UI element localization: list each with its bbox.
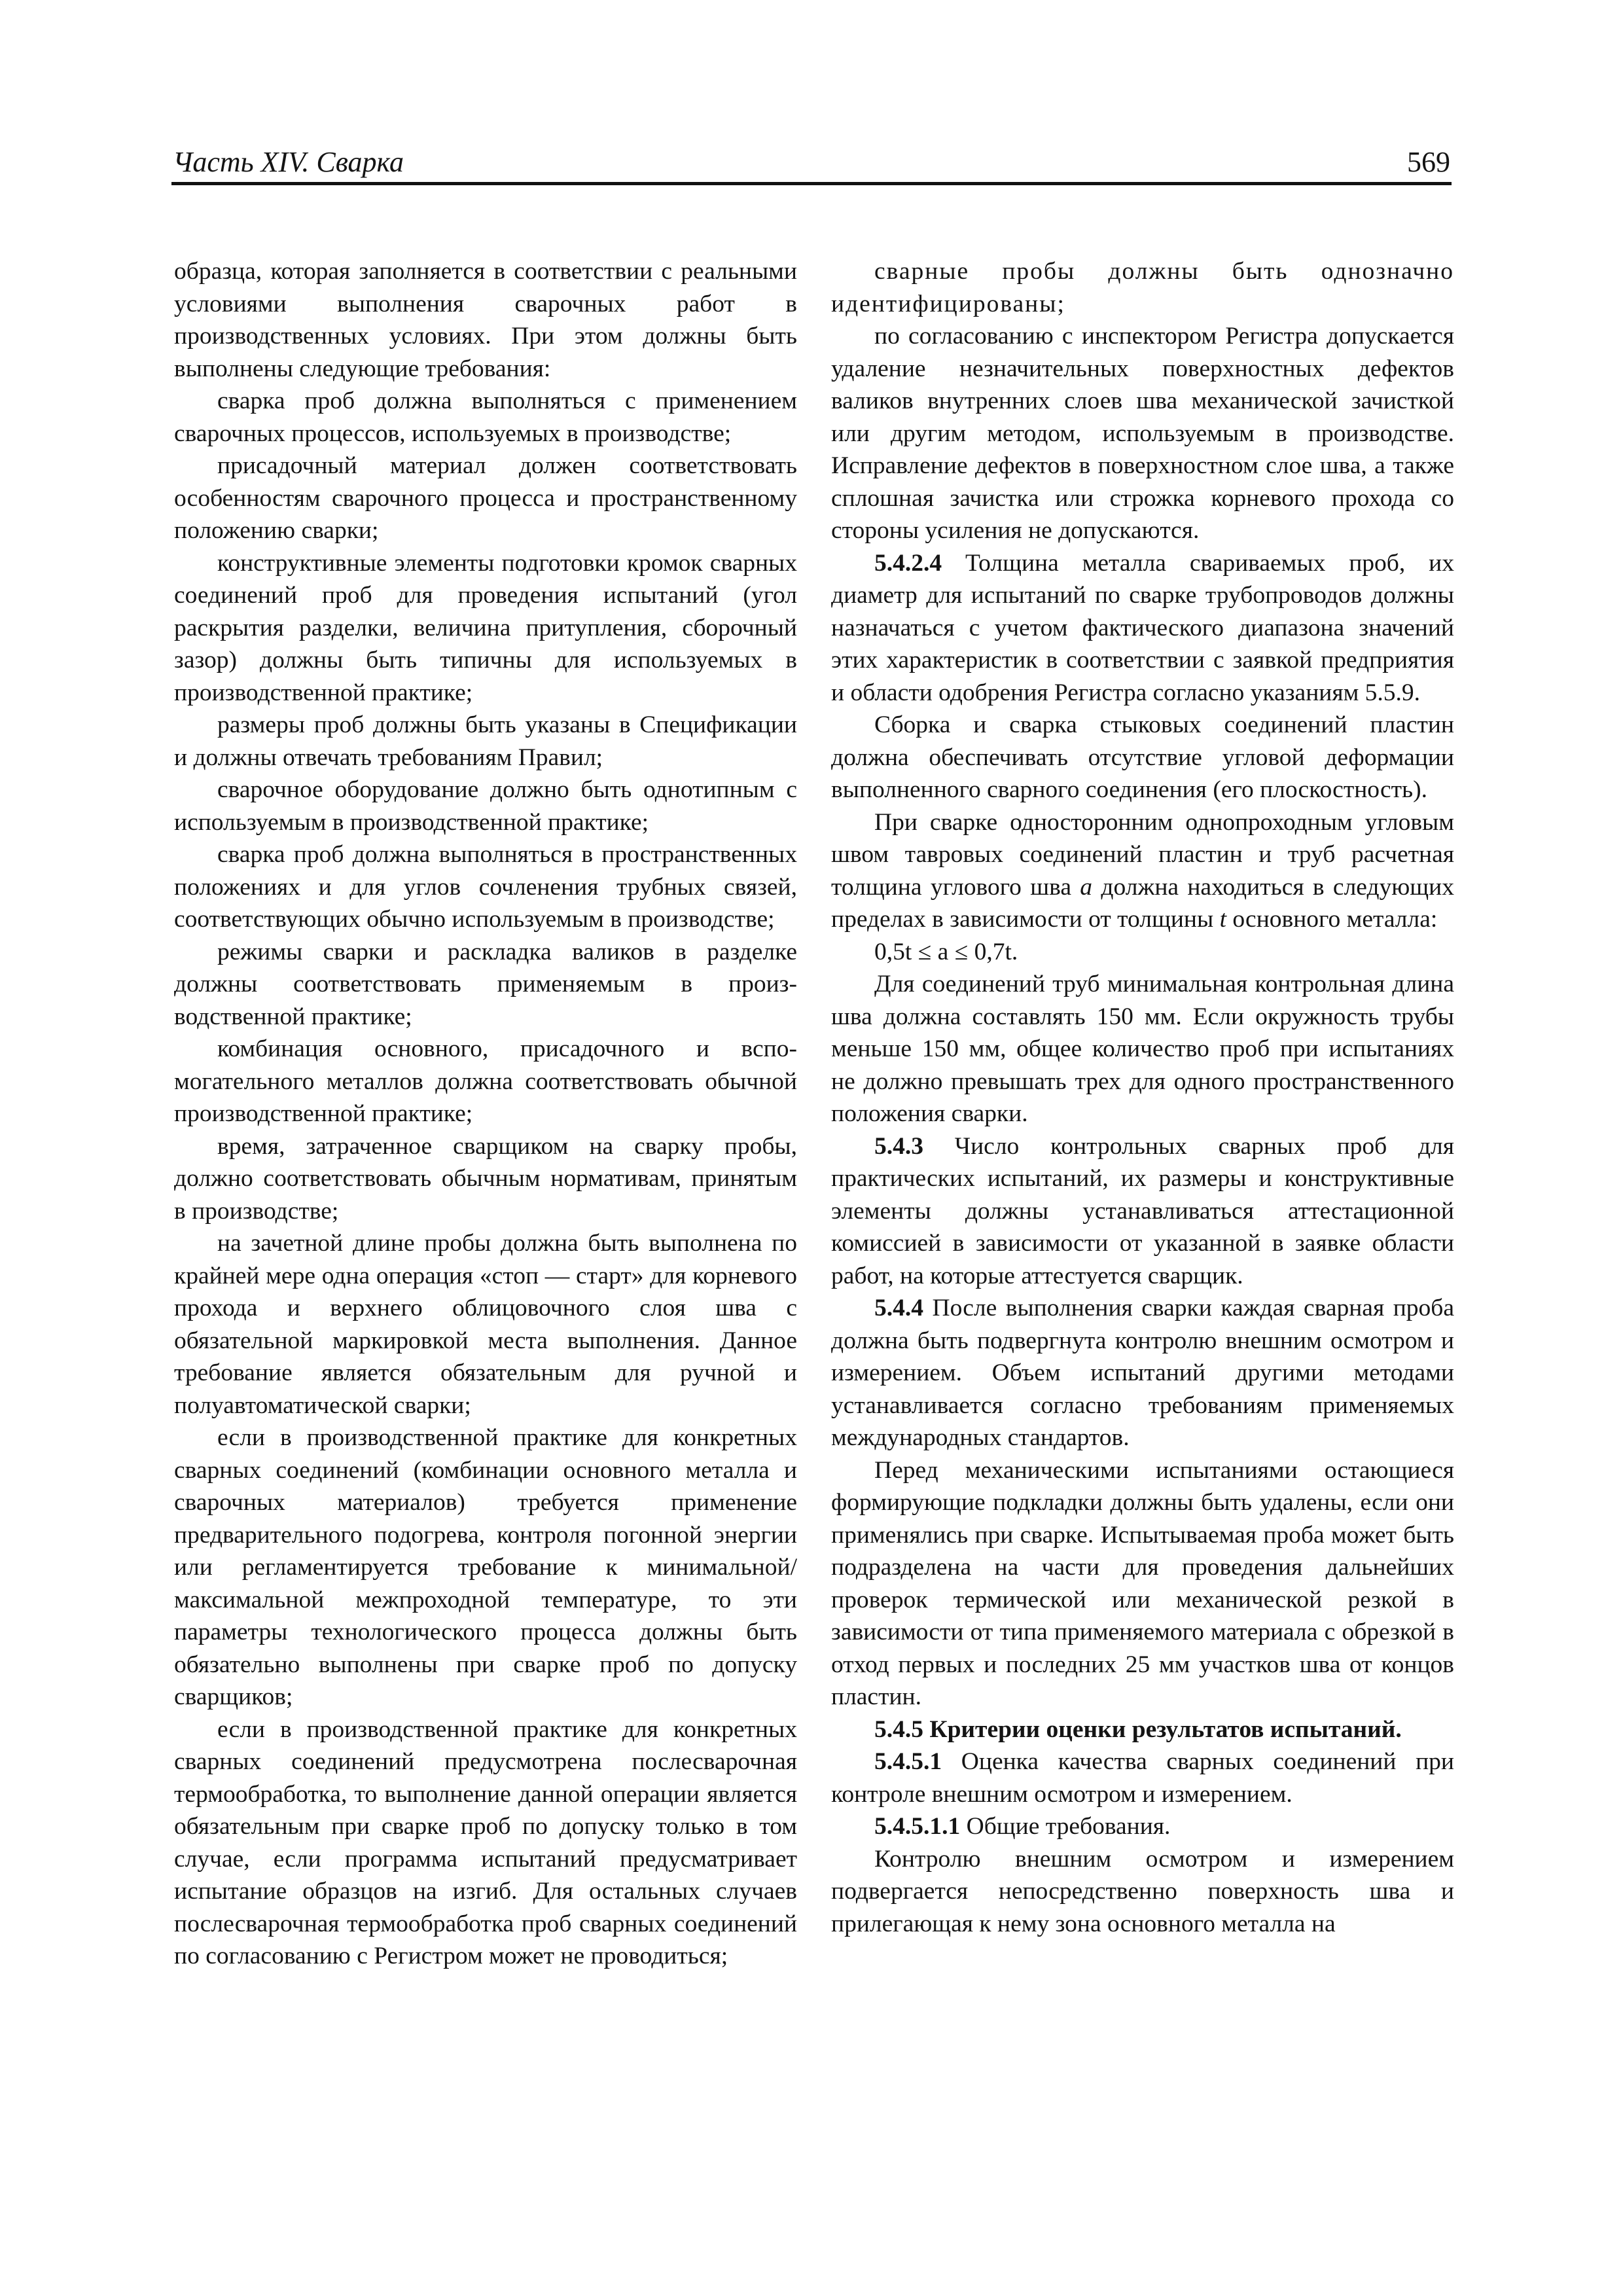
requirement-item: размеры проб должны быть указаны в Спецификации и должны отвечать требованиям Правил;: [174, 711, 797, 771]
clause-number: 5.4.4: [874, 1295, 923, 1321]
clause-number: 5.4.5.1: [874, 1748, 942, 1775]
clause-text: Общие требования.: [960, 1813, 1171, 1840]
clause-text: Толщина металла свариваемых проб, их диаметр для испытаний по сварке трубопроводов должны назначаться с учетом фактического диапазона значений этих характеристик в соответствии с заявкой предприятия и области одобрения Регистра согласно указаниям 5.5.9.: [831, 549, 1454, 706]
heading-text: 5.4.5 Критерии оценки результатов испытаний.: [874, 1715, 1402, 1743]
section-title: Часть XIV. Сварка: [173, 146, 404, 178]
clause-number: 5.4.2.4: [874, 549, 942, 577]
requirement-item: присадочный материал должен соответствовать особенностям сварочного процесса и пространственному положению сварки;: [174, 452, 797, 544]
requirement-item: комбинация основного, присадочного и вспомогательного металлов должна соответствовать обычной производственной практике;: [174, 1035, 797, 1127]
clause-text: Оценка качества сварных соединений при контроле внешним осмотром и измерением.: [831, 1748, 1454, 1808]
clause-text: После выполнения сварки каждая сварная проба должна быть подвергнута контролю внешним осмотром и измерением. Объем испытаний другими методами устанавливается согласно требованиям применяемых международных стандартов.: [831, 1295, 1454, 1451]
text-run: При сварке односторонним однопроходным угловым швом тавровых соединений пластин и труб расчетная толщина углового шва: [831, 808, 1454, 901]
requirement-item: сварка проб должна выполняться в пространственных положениях и для углов сочленения трубных связей, соответствующих обычно используемым в производстве;: [174, 841, 797, 933]
paragraph-fillet-weld: [831, 806, 1454, 936]
section-heading-5-4-5: [831, 1713, 1454, 1746]
paragraph: Перед механическими испытаниями остающиеся формирующие подкладки должны быть удалены, если они применялись при сварке. Испытываемая проба может быть подразделена на части для проведения дальнейших проверок термической или механической резкой в зависимости от типа применяемого материала с обрезкой в отход первых и последних 25 мм участков шва от концов пластин.: [831, 1456, 1454, 1710]
paragraph: Для соединений труб минимальная контрольная длина шва должна составлять 150 мм. Если окружность трубы меньше 150 мм, общее количество проб при испытаниях не должно превышать трех для одного пространственного положения сварки.: [831, 971, 1454, 1127]
requirement-item: сварочное оборудование должно быть однотипным с используемым в производственной практике;: [174, 776, 797, 836]
clause-5-4-2-4: [831, 547, 1454, 709]
clause-5-4-5-1: [831, 1746, 1454, 1810]
requirement-item: если в производственной практике для конкретных сварных соединений (комбинации основного металла и сварочных материалов) требуется применение предварительного подогрева, контроля погонной энергии или регламентируется требование к минимальной/максимальной межпроходной температуре, то эти параметры технологического процесса должны быть обязательно выполнены при сварке проб по допуску сварщиков;: [174, 1424, 797, 1710]
clause-5-4-5-1-1: [831, 1810, 1454, 1843]
clause-text: Число контрольных сварных проб для практических испытаний, их размеры и конструктивные элементы должны устанавливаться аттестационной комиссией в зависимости от указанной в заявке области работ, на которые аттестуется сварщик.: [831, 1132, 1454, 1289]
requirement-item: если в производственной практике для конкретных сварных соединений предусмотрена послесварочная термообработка, то выполнение данной операции является обязательным при сварке проб по допуску только в том случае, если программа испытаний предусматривает испытание образцов на изгиб. Для остальных случаев послесварочная термообработка проб сварных соединений по согласованию с Регистром может не проводиться;: [174, 1715, 797, 1969]
requirement-item: на зачетной длине пробы должна быть выполнена по крайней мере одна операция «стоп — старт» для корневого прохода и верхнего облицовочного слоя шва с обязательной маркировкой места выполнения. Данное требование является обязательным для ручной и полуавтоматической сварки;: [174, 1230, 797, 1419]
requirement-item: конструктивные элементы подготовки кромок сварных соединений проб для проведения испытаний (угол раскрытия разделки, величина притупления, сборочный зазор) должны быть типичны для используемых в производственной практике;: [174, 549, 797, 706]
clause-5-4-3: [831, 1130, 1454, 1293]
variable-t: t: [1219, 906, 1226, 933]
clause-5-4-4: [831, 1292, 1454, 1454]
text-run: основного металла:: [1226, 906, 1438, 933]
paragraph: Контролю внешним осмотром и измерением подвергается непосредственно поверхность шва и прилегающая к нему зона основного металла на: [831, 1845, 1454, 1937]
formula: 0,5t ≤ a ≤ 0,7t.: [874, 938, 1018, 965]
requirement-item: по согласованию с инспектором Регистра допускается удаление незначительных поверхностных дефектов валиков внутренних слоев шва механической зачисткой или другим методом, используемым в производстве. Исправление дефектов в поверхностном слое шва, а также сплошная зачистка или строжка корневого прохода со стороны усиления не допускаются.: [831, 323, 1454, 544]
left-column: [174, 255, 797, 1973]
clause-number: 5.4.3: [874, 1132, 923, 1160]
right-column: [831, 255, 1454, 1940]
variable-a: a: [1080, 873, 1093, 901]
clause-number: 5.4.5.1.1: [874, 1813, 961, 1840]
requirement-item: сварные пробы должны быть однозначно идентифицированы;: [831, 258, 1454, 317]
page-number: 569: [1407, 146, 1450, 178]
requirement-item: сварка проб должна выполняться с применением сварочных процессов, используемых в производстве;: [174, 387, 797, 447]
running-header: [171, 140, 1452, 185]
text-run: должна находиться в следующих пределах в зависимости от толщины: [831, 873, 1454, 933]
requirement-item: время, затраченное сварщиком на сварку пробы, должно соответствовать обычным нормативам, принятым в производстве;: [174, 1132, 797, 1225]
paragraph: Сборка и сварка стыковых соединений пластин должна обеспечивать отсутствие угловой деформации выполненного сварного соединения (его плоскостность).: [831, 711, 1454, 803]
requirement-item: режимы сварки и раскладка валиков в разделке должны соответствовать применяемым в производственной практике;: [174, 938, 797, 1030]
paragraph: образца, которая заполняется в соответствии с реальными условиями выполнения сварочных работ в производственных условиях. При этом должны быть выполнены следующие требования:: [174, 258, 797, 382]
